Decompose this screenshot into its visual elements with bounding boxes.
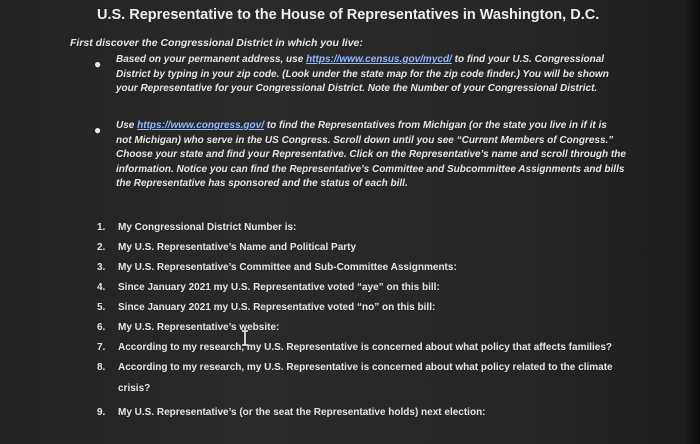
bullet-congress-text-cont: to find the Representatives from Michigan (or the state you live in if it is [264, 120, 607, 131]
text-cursor-icon [240, 330, 250, 346]
bullet-congress-line-3: Choose your state and find your Representative. Click on the Representative’s name and scroll through the [116, 149, 626, 160]
bullet-congress-line-1 [116, 119, 616, 134]
congress-link[interactable]: https://www.congress.gov/ [137, 120, 264, 131]
bullet-congress-line-4: information. Notice you can find the Representative’s Committee and Subcommittee Assignments and bills [116, 163, 625, 175]
bullet-census [116, 53, 616, 97]
question-1-text: My Congressional District Number is: [118, 222, 297, 233]
question-7-number: 7. [97, 342, 106, 353]
question-3-text: My U.S. Representative’s Committee and Sub-Committee Assignments: [118, 262, 457, 273]
question-3-number: 3. [97, 262, 106, 273]
bullet-congress-text: Use [116, 120, 138, 131]
question-5-number: 5. [97, 302, 106, 313]
bullet-census-line-2: District by typing in your zip code. (Look under the state map for the zip code finder.) You will be shown [116, 68, 609, 80]
question-8-text: According to my research, my U.S. Representative is concerned about what policy related to the climate [118, 362, 613, 373]
bullet-census-text: Based on your permanent address, use [116, 54, 307, 65]
question-4-number: 4. [97, 282, 106, 293]
question-7-text: According to my research, my U.S. Representative is concerned about what policy that affects families? [118, 342, 613, 353]
question-5-text: Since January 2021 my U.S. Representative voted “no” on this bill: [118, 302, 436, 313]
bullet-census-line-1 [116, 53, 616, 68]
bullet-dot-icon: ● [94, 57, 102, 71]
question-9-text: My U.S. Representative’s (or the seat the Representative holds) next election: [118, 407, 486, 418]
question-8-number: 8. [97, 362, 106, 373]
page-title: U.S. Representative to the House of Representatives in Washington, D.C. [97, 7, 600, 23]
question-2-text: My U.S. Representative’s Name and Political Party [118, 242, 357, 253]
intro-instruction: First discover the Congressional District in which you live: [70, 37, 363, 49]
question-1-number: 1. [97, 222, 106, 233]
bullet-dot-icon: ● [94, 123, 102, 137]
question-9-number: 9. [97, 407, 106, 418]
bullet-congress-line-2: not Michigan) who serve in the US Congress. Scroll down until you see “Current Members of Congress.” [116, 134, 614, 146]
bullet-census-text-cont: to find your U.S. Congressional [451, 54, 605, 65]
bullet-congress-line-5: the Representative has sponsored and the status of each bill. [116, 178, 408, 189]
question-4-text: Since January 2021 my U.S. Representative voted “aye” on this bill: [118, 282, 440, 293]
question-6-text: My U.S. Representative’s website: [118, 322, 280, 333]
bullet-census-line-3: your Representative for your Congressional District. Note the Number of your Congressional District. [116, 83, 598, 94]
bullet-congress [116, 119, 626, 192]
question-8-text-continued: crisis? [118, 383, 151, 394]
census-link[interactable]: https://www.census.gov/mycd/ [306, 54, 452, 65]
question-2-number: 2. [97, 242, 106, 253]
question-6-number: 6. [97, 322, 106, 333]
screen-edge-shadow [684, 0, 700, 444]
